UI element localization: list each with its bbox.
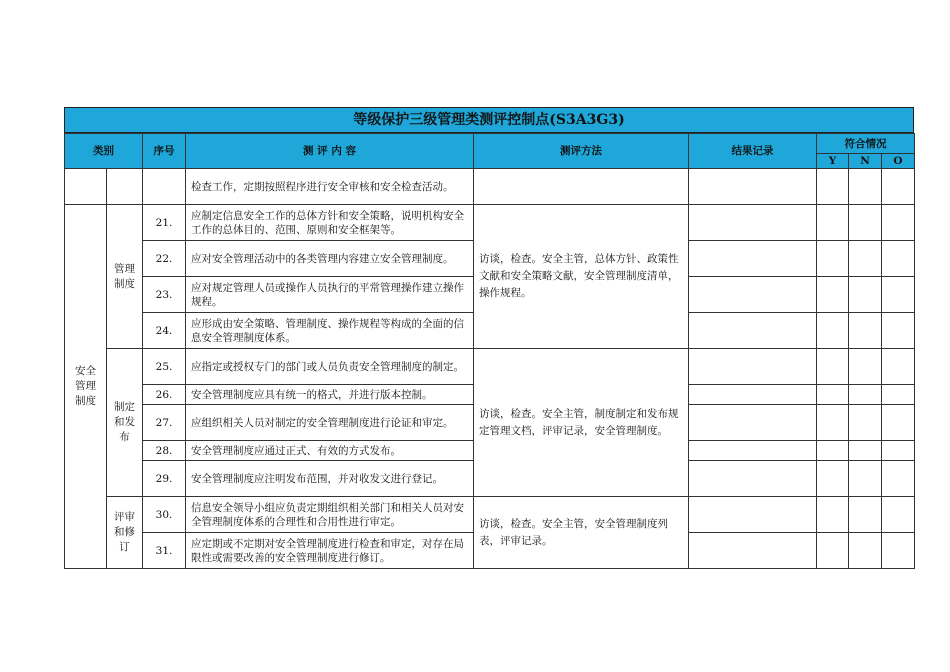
- seq-cell: 21.: [143, 205, 186, 241]
- result-cell[interactable]: [689, 169, 817, 205]
- content-cell: 安全管理制度应注明发布范围，并对收发文进行登记。: [186, 461, 474, 497]
- header-method: 测评方法: [474, 134, 689, 169]
- conform-y-cell[interactable]: [817, 169, 849, 205]
- table-title: 等级保护三级管理类测评控制点(S3A3G3): [64, 107, 914, 133]
- conform-n-cell[interactable]: [849, 313, 882, 349]
- method-cell: 访谈，检查。安全主管，总体方针、政策性文献和安全策略文献，安全管理制度清单，操作规程。: [474, 205, 689, 349]
- assessment-sheet: [64, 107, 914, 569]
- header-n: N: [849, 154, 882, 169]
- header-conform: 符合情况: [817, 134, 915, 154]
- content-cell: 应定期或不定期对安全管理制度进行检查和审定，对存在局限性或需要改善的安全管理制度进行修订。: [186, 533, 474, 569]
- seq-cell: 22.: [143, 241, 186, 277]
- result-cell[interactable]: [689, 241, 817, 277]
- header-seq: 序号: [143, 134, 186, 169]
- conform-o-cell[interactable]: [882, 461, 915, 497]
- result-cell[interactable]: [689, 277, 817, 313]
- conform-o-cell[interactable]: [882, 385, 915, 405]
- conform-y-cell[interactable]: [817, 405, 849, 441]
- table-row: [65, 205, 915, 241]
- header-category: 类别: [65, 134, 143, 169]
- conform-n-cell[interactable]: [849, 241, 882, 277]
- content-cell: 安全管理制度应具有统一的格式，并进行版本控制。: [186, 385, 474, 405]
- main-category-cell: 安全管理制度: [65, 205, 107, 569]
- result-cell[interactable]: [689, 349, 817, 385]
- conform-n-cell[interactable]: [849, 497, 882, 533]
- conform-o-cell[interactable]: [882, 405, 915, 441]
- method-cell: 访谈，检查。安全主管，安全管理制度列表，评审记录。: [474, 497, 689, 569]
- conform-y-cell[interactable]: [817, 277, 849, 313]
- header-result: 结果记录: [689, 134, 817, 169]
- subcategory-cell: 管理制度: [107, 205, 143, 349]
- content-cell: 应制定信息安全工作的总体方针和安全策略，说明机构安全工作的总体目的、范围、原则和安全框架等。: [186, 205, 474, 241]
- conform-n-cell[interactable]: [849, 169, 882, 205]
- result-cell[interactable]: [689, 205, 817, 241]
- content-cell: 信息安全领导小组应负责定期组织相关部门和相关人员对安全管理制度体系的合理性和合用性进行审定。: [186, 497, 474, 533]
- result-cell[interactable]: [689, 497, 817, 533]
- conform-y-cell[interactable]: [817, 385, 849, 405]
- conform-n-cell[interactable]: [849, 461, 882, 497]
- conform-y-cell[interactable]: [817, 241, 849, 277]
- result-cell[interactable]: [689, 461, 817, 497]
- table-row: [65, 349, 915, 385]
- content-cell: 应对规定管理人员或操作人员执行的平常管理操作建立操作规程。: [186, 277, 474, 313]
- method-cell: [474, 169, 689, 205]
- conform-y-cell[interactable]: [817, 497, 849, 533]
- blank-cell: [107, 169, 143, 205]
- header-content: 测 评 内 容: [186, 134, 474, 169]
- seq-cell: 23.: [143, 277, 186, 313]
- seq-cell: 26.: [143, 385, 186, 405]
- subcategory-cell: 评审和修订: [107, 497, 143, 569]
- conform-y-cell[interactable]: [817, 441, 849, 461]
- conform-n-cell[interactable]: [849, 441, 882, 461]
- conform-n-cell[interactable]: [849, 277, 882, 313]
- seq-cell: 28.: [143, 441, 186, 461]
- conform-n-cell[interactable]: [849, 385, 882, 405]
- result-cell[interactable]: [689, 313, 817, 349]
- content-cell: 应对安全管理活动中的各类管理内容建立安全管理制度。: [186, 241, 474, 277]
- conform-n-cell[interactable]: [849, 349, 882, 385]
- conform-y-cell[interactable]: [817, 349, 849, 385]
- conform-y-cell[interactable]: [817, 533, 849, 569]
- conform-o-cell[interactable]: [882, 533, 915, 569]
- method-cell: 访谈，检查。安全主管，制度制定和发布规定管理文档，评审记录，安全管理制度。: [474, 349, 689, 497]
- content-cell: 应形成由安全策略、管理制度、操作规程等构成的全面的信息安全管理制度体系。: [186, 313, 474, 349]
- header-o: O: [882, 154, 915, 169]
- conform-o-cell[interactable]: [882, 205, 915, 241]
- result-cell[interactable]: [689, 385, 817, 405]
- conform-y-cell[interactable]: [817, 205, 849, 241]
- conform-n-cell[interactable]: [849, 205, 882, 241]
- header-y: Y: [817, 154, 849, 169]
- conform-o-cell[interactable]: [882, 277, 915, 313]
- blank-cell: [65, 169, 107, 205]
- subcategory-cell: 制定和发布: [107, 349, 143, 497]
- conform-o-cell[interactable]: [882, 441, 915, 461]
- conform-y-cell[interactable]: [817, 461, 849, 497]
- seq-cell: 25.: [143, 349, 186, 385]
- blank-cell: [143, 169, 186, 205]
- content-cell: 检查工作，定期按照程序进行安全审核和安全检查活动。: [186, 169, 474, 205]
- seq-cell: 30.: [143, 497, 186, 533]
- seq-cell: 29.: [143, 461, 186, 497]
- seq-cell: 31.: [143, 533, 186, 569]
- content-cell: 安全管理制度应通过正式、有效的方式发布。: [186, 441, 474, 461]
- seq-cell: 27.: [143, 405, 186, 441]
- table-row: [65, 497, 915, 533]
- conform-n-cell[interactable]: [849, 533, 882, 569]
- result-cell[interactable]: [689, 405, 817, 441]
- conform-o-cell[interactable]: [882, 349, 915, 385]
- conform-o-cell[interactable]: [882, 241, 915, 277]
- conform-o-cell[interactable]: [882, 169, 915, 205]
- conform-o-cell[interactable]: [882, 313, 915, 349]
- result-cell[interactable]: [689, 441, 817, 461]
- content-cell: 应指定或授权专门的部门或人员负责安全管理制度的制定。: [186, 349, 474, 385]
- conform-y-cell[interactable]: [817, 313, 849, 349]
- assessment-table: [64, 133, 915, 569]
- conform-n-cell[interactable]: [849, 405, 882, 441]
- seq-cell: 24.: [143, 313, 186, 349]
- result-cell[interactable]: [689, 533, 817, 569]
- conform-o-cell[interactable]: [882, 497, 915, 533]
- content-cell: 应组织相关人员对制定的安全管理制度进行论证和审定。: [186, 405, 474, 441]
